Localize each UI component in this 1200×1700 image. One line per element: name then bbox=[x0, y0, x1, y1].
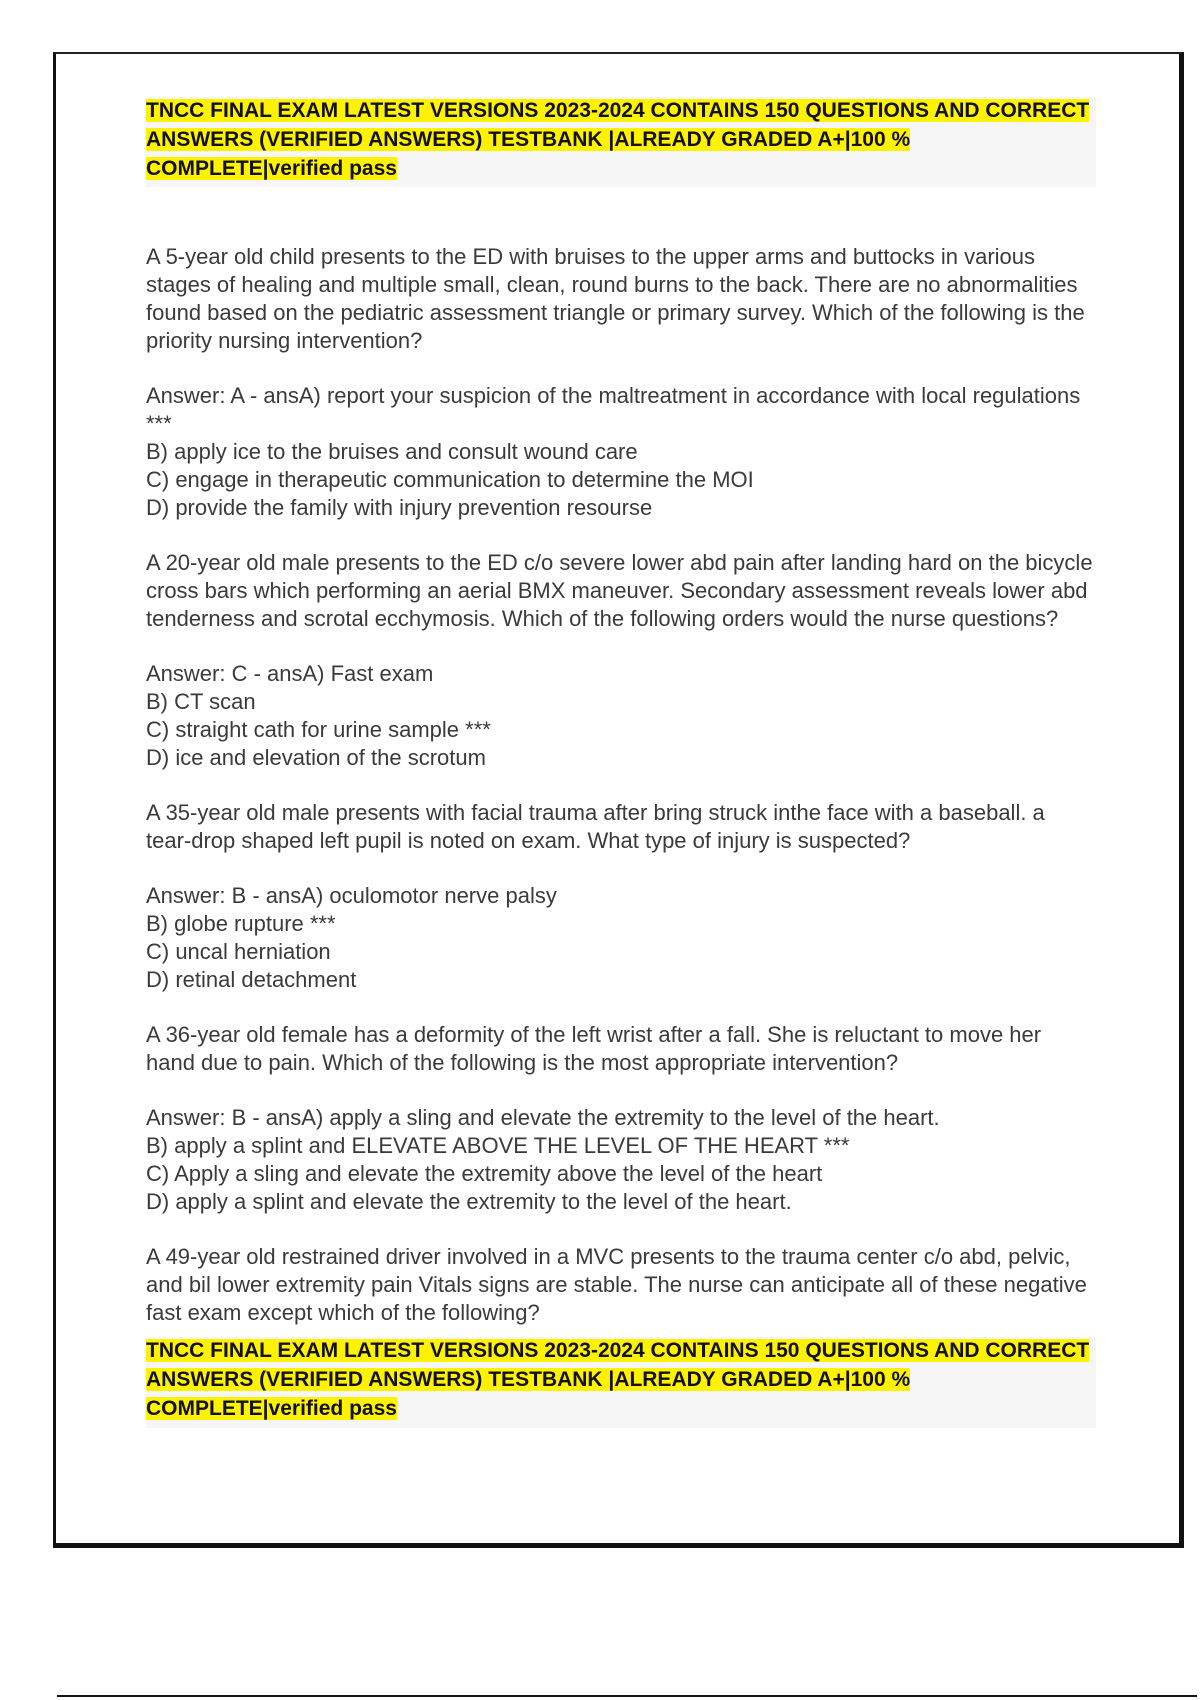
answer-line: B) CT scan bbox=[146, 689, 256, 715]
answer-line: D) ice and elevation of the scrotum bbox=[146, 745, 486, 771]
header-banner-text: TNCC FINAL EXAM LATEST VERSIONS 2023-2024 CONTAINS 150 QUESTIONS AND CORRECT ANSWERS (VERIFIED ANSWERS) TESTBANK |ALREADY GRADED A+|100 % COMPLETE|verified pass bbox=[146, 99, 1090, 180]
bottom-divider bbox=[57, 1695, 1197, 1697]
question-text: A 5-year old child presents to the ED with bruises to the upper arms and buttocks in various stages of healing and multiple small, clean, round burns to the back. There are no abnormalities found based on the pediatric assessment triangle or primary survey. Which of the following is the priority nursing intervention? bbox=[146, 244, 1085, 354]
answer-line: C) Apply a sling and elevate the extremity above the level of the heart bbox=[146, 1161, 823, 1187]
answer-line: D) retinal detachment bbox=[146, 967, 357, 993]
question-block-4 bbox=[146, 1021, 1096, 1216]
answer-list bbox=[146, 882, 1096, 994]
question-block-1 bbox=[146, 243, 1096, 522]
final-question-text: A 49-year old restrained driver involved in a MVC presents to the trauma center c/o abd, pelvic, and bil lower extremity pain Vitals signs are stable. The nurse can anticipate all of these negative fast exam except which of the following? bbox=[146, 1244, 1087, 1326]
answer-list bbox=[146, 382, 1096, 522]
answer-line: C) straight cath for urine sample *** bbox=[146, 717, 491, 743]
question-text: A 35-year old male presents with facial trauma after bring struck inthe face with a baseball. a tear-drop shaped left pupil is noted on exam. What type of injury is suspected? bbox=[146, 800, 1045, 854]
question-block-2 bbox=[146, 549, 1096, 772]
header-banner bbox=[146, 97, 1096, 187]
document-content bbox=[146, 97, 1096, 1428]
answer-line: Answer: C - ansA) Fast exam bbox=[146, 661, 434, 687]
answer-line: B) globe rupture *** bbox=[146, 911, 336, 937]
question-block-3 bbox=[146, 799, 1096, 994]
footer-banner-text: TNCC FINAL EXAM LATEST VERSIONS 2023-2024 CONTAINS 150 QUESTIONS AND CORRECT ANSWERS (VERIFIED ANSWERS) TESTBANK |ALREADY GRADED A+|100 % COMPLETE|verified pass bbox=[146, 1339, 1090, 1420]
answer-list bbox=[146, 1104, 1096, 1216]
answer-line: Answer: B - ansA) oculomotor nerve palsy bbox=[146, 883, 557, 909]
question-text: A 20-year old male presents to the ED c/o severe lower abd pain after landing hard on the bicycle cross bars which performing an aerial BMX maneuver. Secondary assessment reveals lower abd tenderness and scrotal ecchymosis. Which of the following orders would the nurse questions? bbox=[146, 550, 1093, 632]
answer-line: Answer: A - ansA) report your suspicion of the maltreatment in accordance with local regulations *** bbox=[146, 383, 1081, 437]
question-text: A 36-year old female has a deformity of the left wrist after a fall. She is reluctant to move her hand due to pain. Which of the following is the most appropriate intervention? bbox=[146, 1022, 1042, 1076]
answer-line: D) provide the family with injury prevention resourse bbox=[146, 495, 653, 521]
answer-line: C) uncal herniation bbox=[146, 939, 331, 965]
answer-line: D) apply a splint and elevate the extremity to the level of the heart. bbox=[146, 1189, 792, 1215]
answer-line: Answer: B - ansA) apply a sling and elevate the extremity to the level of the heart. bbox=[146, 1105, 940, 1131]
answer-line: B) apply ice to the bruises and consult wound care bbox=[146, 439, 638, 465]
answer-line: C) engage in therapeutic communication to determine the MOI bbox=[146, 467, 754, 493]
answer-list bbox=[146, 660, 1096, 772]
answer-line: B) apply a splint and ELEVATE ABOVE THE LEVEL OF THE HEART *** bbox=[146, 1133, 850, 1159]
footer-banner bbox=[146, 1337, 1096, 1427]
